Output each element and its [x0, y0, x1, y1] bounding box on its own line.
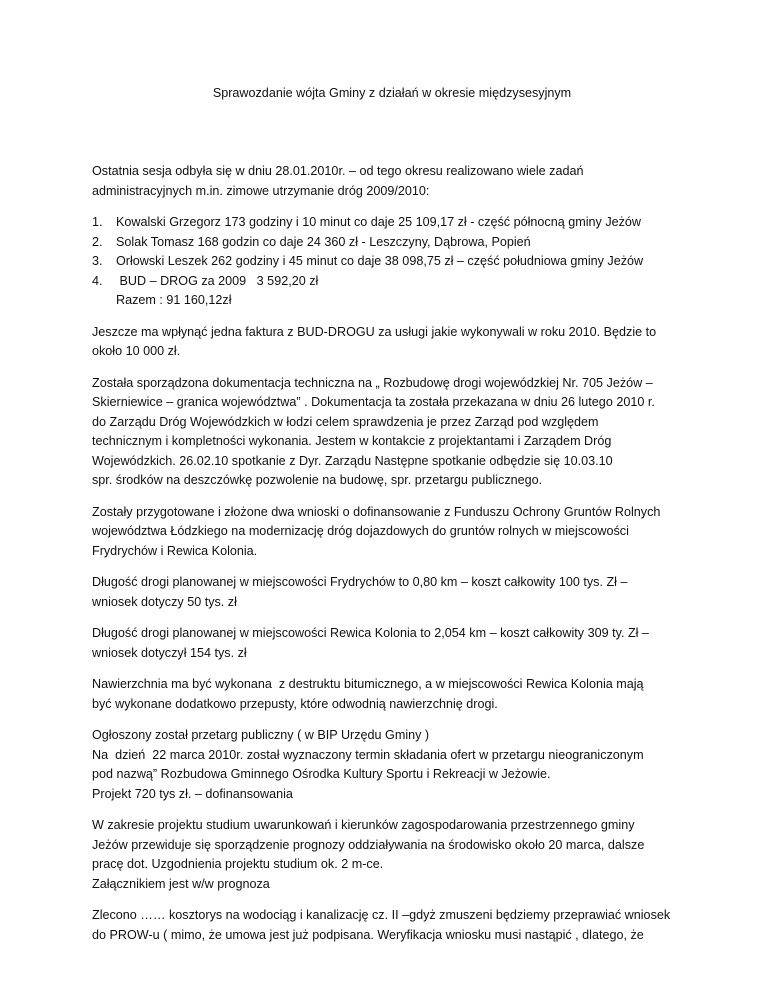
text-line: województwa Łódzkiego na modernizację dróg dojazdowych do gruntów rolnych w miejscowości — [92, 524, 629, 538]
list-item-text: Kowalski Grzegorz 173 godziny i 10 minut co daje 25 109,17 zł - część północną gminy Jeżów — [116, 215, 642, 229]
list-item-number: 1. — [92, 215, 103, 229]
list-item — [92, 213, 692, 233]
text-line: Zostały przygotowane i złożone dwa wnioski o dofinansowanie z Funduszu Ochrony Gruntów Rolnych — [92, 504, 661, 519]
text-line: W zakresie projektu studium uwarunkowań i kierunków zagospodarowania przestrzennego gminy — [92, 818, 635, 832]
list-item-number: 3. — [92, 254, 103, 268]
text-line: być wykonane dodatkowo przepusty, które odwodnią nawierzchnię drogi. — [92, 696, 498, 711]
text-line: Wojewódzkich. 26.02.10 spotkanie z Dyr. Zarządu Następne spotkanie odbędzie się 10.03.10 — [92, 453, 613, 468]
paragraph-rewica-road — [92, 624, 692, 663]
paragraph-funding-applications — [92, 503, 692, 562]
text-line: około 10 000 zł. — [92, 344, 181, 358]
list-item-number: 4. — [92, 273, 103, 288]
paragraph-surface — [92, 675, 692, 714]
text-line: do PROW-u ( mimo, że umowa jest już podpisana. Weryfikacja wniosku musi nastąpić , dlatego, że — [92, 927, 644, 942]
document-content — [92, 162, 692, 957]
text-line: Na dzień 22 marca 2010r. został wyznaczony termin składania ofert w przetargu nieograniczonym — [92, 747, 644, 762]
list-item-number: 2. — [92, 234, 103, 249]
text-line: spr. środków na deszczówkę pozwolenie na budowę, spr. przetargu publicznego. — [92, 473, 543, 487]
paragraph-invoice — [92, 323, 692, 362]
intro-paragraph — [92, 162, 692, 201]
text-line: Nawierzchnia ma być wykonana z destruktu bitumicznego, a w miejscowości Rewica Kolonia mają — [92, 677, 644, 691]
text-line: Ostatnia sesja odbyła się w dniu 28.01.2010r. – od tego okresu realizowano wiele zadań — [92, 164, 584, 178]
text-line: Projekt 720 tys zł. – dofinansowania — [92, 786, 293, 801]
document-title: Sprawozdanie wójta Gminy z działań w okresie międzysesyjnym — [212, 86, 572, 100]
paragraph-water-supply — [92, 906, 692, 945]
list-item — [92, 252, 692, 272]
text-line: Jeszcze ma wpłynąć jedna faktura z BUD-DROGU za usługi jakie wykonywali w roku 2010. Będzie to — [92, 324, 657, 339]
paragraph-frydrychow-road — [92, 573, 692, 612]
text-line: technicznym i kompletności wykonania. Jestem w kontakcie z projektantami i Zarządem Dróg — [92, 434, 612, 448]
text-line: wniosek dotyczył 154 tys. zł — [92, 645, 247, 660]
paragraph-tender — [92, 726, 692, 804]
text-line: Długość drogi planowanej w miejscowości Frydrychów to 0,80 km – koszt całkowity 100 tys. Zł – — [92, 575, 628, 589]
list-item-text: BUD – DROG za 2009 3 592,20 zł — [116, 273, 319, 288]
text-line: Jeżów przewiduje się sporządzenie prognozy oddziaływania na środowisko około 20 marca, dalsze — [92, 837, 645, 852]
text-line: administracyjnych m.in. zimowe utrzymanie dróg 2009/2010: — [92, 183, 430, 198]
text-line: Zlecono …… kosztorys na wodociąg i kanalizację cz. II –gdyż zmuszeni będziemy przeprawiać wniosek — [92, 908, 671, 922]
text-line: Skierniewice – granica województwa” . Dokumentacja ta została przekazana w dniu 26 lutego 2010 r. — [92, 395, 655, 409]
text-line: pod nazwą” Rozbudowa Gminnego Ośrodka Kultury Sportu i Rekreacji w Jeżowie. — [92, 767, 551, 781]
text-line: Frydrychów i Rewica Kolonia. — [92, 543, 258, 558]
paragraph-study — [92, 816, 692, 894]
text-line: wniosek dotyczy 50 tys. zł — [92, 594, 237, 609]
text-line: Ogłoszony został przetarg publiczny ( w BIP Urzędu Gminy ) — [92, 728, 430, 742]
text-line: do Zarządu Dróg Wojewódzkich w łodzi celem sprawdzenia je przez Zarząd pod względem — [92, 414, 599, 429]
text-line: Załącznikiem jest w/w prognoza — [92, 876, 270, 891]
list-total: Razem : 91 160,12zł — [116, 293, 232, 307]
list-item-text: Solak Tomasz 168 godzin co daje 24 360 zł - Leszczyny, Dąbrowa, Popień — [116, 234, 531, 249]
list-item-text: Orłowski Leszek 262 godziny i 45 minut co daje 38 098,75 zł – część południowa gminy Jeżów — [116, 254, 644, 268]
list-item — [92, 233, 692, 253]
paragraph-road-documentation — [92, 374, 692, 491]
text-line: Długość drogi planowanej w miejscowości Rewica Kolonia to 2,054 km – koszt całkowity 309 ty. Zł – — [92, 626, 649, 640]
snow-clearing-list — [92, 213, 692, 311]
text-line: Została sporządzona dokumentacja techniczna na „ Rozbudowę drogi wojewódzkiej Nr. 705 Jeżów – — [92, 375, 653, 390]
list-item — [92, 272, 692, 292]
text-line: pracę dot. Uzgodnienia projektu studium ok. 2 m-ce. — [92, 857, 384, 871]
